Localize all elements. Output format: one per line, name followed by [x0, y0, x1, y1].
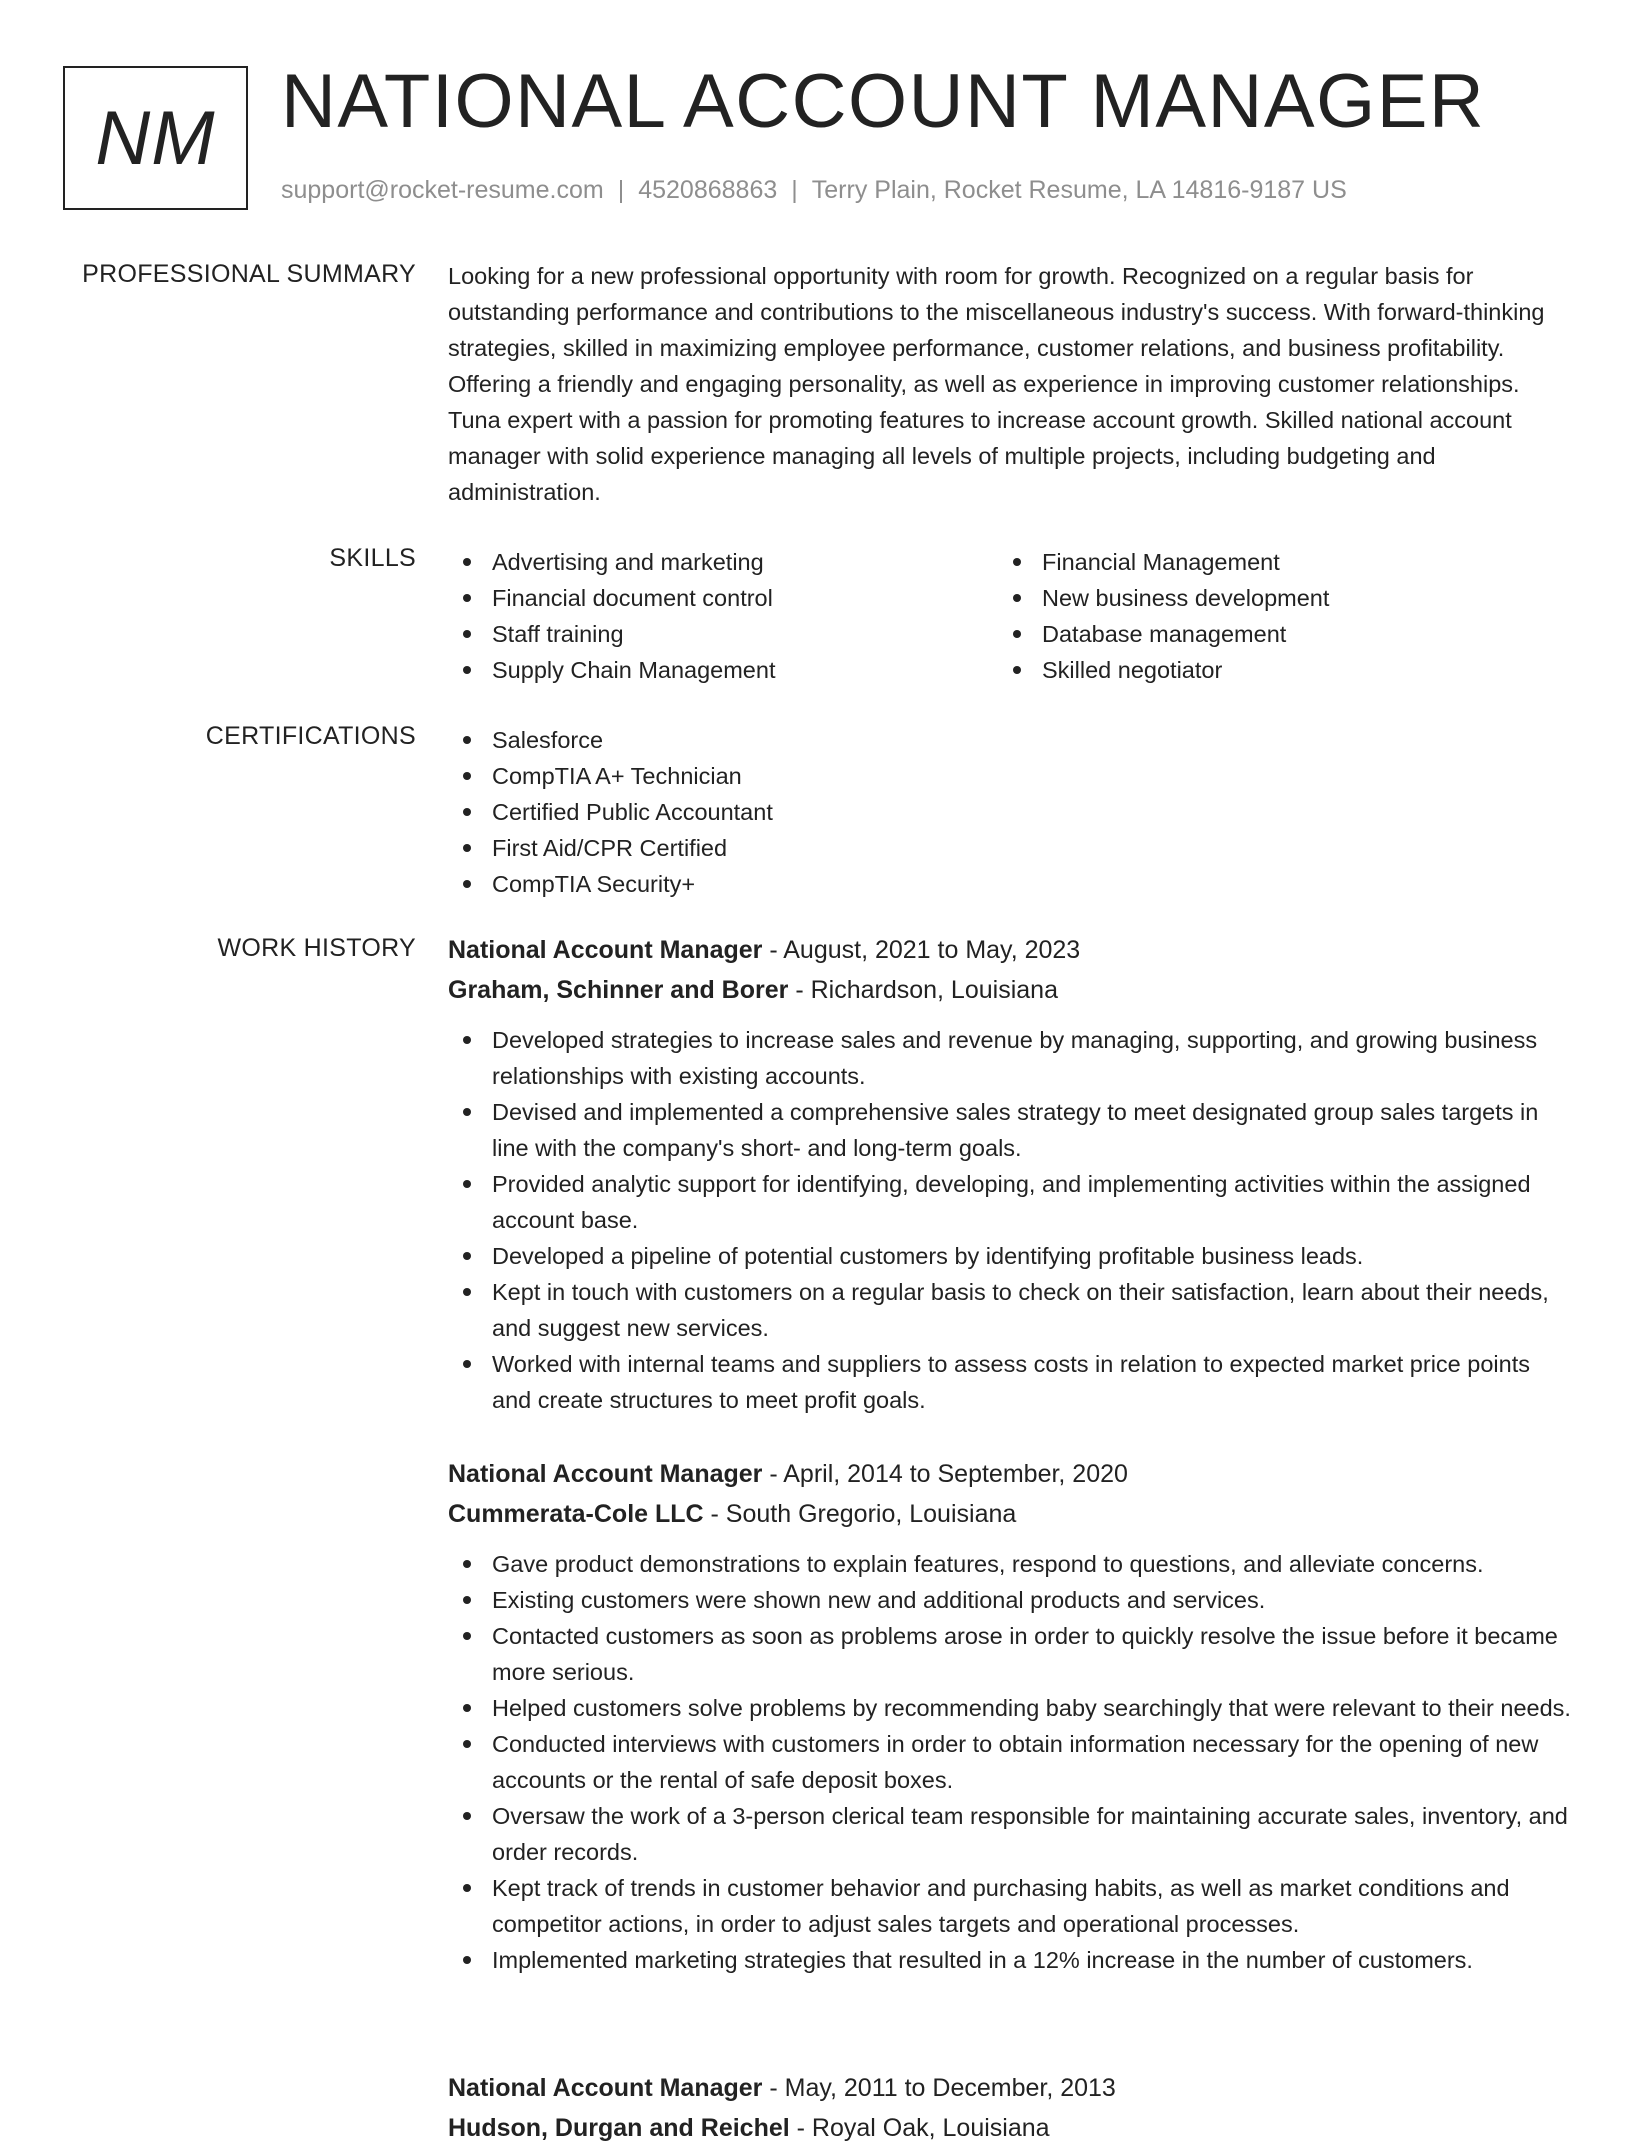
job-dates: - April, 2014 to September, 2020	[762, 1460, 1128, 1488]
job-duty: Kept in touch with customers on a regular basis to check on their satisfaction, learn about their needs, and suggest new services.	[448, 1274, 1573, 1346]
job-duty: Implemented marketing strategies that resulted in a 12% increase in the number of customers.	[448, 1942, 1573, 1978]
job-title: National Account Manager	[448, 2074, 763, 2102]
job-company: Cummerata-Cole LLC	[448, 1500, 704, 1528]
job-title: National Account Manager	[448, 1460, 763, 1488]
skill-item: New business development	[998, 580, 1548, 616]
job-duty: Conducted interviews with customers in order to obtain information necessary for the opening of new accounts or the rental of safe deposit boxes.	[448, 1726, 1573, 1798]
skill-item: Financial Management	[998, 544, 1548, 580]
contact-address: Terry Plain, Rocket Resume, LA 14816-9187 US	[811, 176, 1347, 204]
job-dates: - August, 2021 to May, 2023	[762, 936, 1081, 964]
job-duties-list	[448, 1546, 1573, 1978]
job-dates: - May, 2011 to December, 2013	[762, 2074, 1116, 2102]
job-location: - Richardson, Louisiana	[788, 976, 1058, 1004]
skills-heading: SKILLS	[329, 544, 416, 572]
skills-column-left	[448, 544, 998, 688]
job-location: - Royal Oak, Louisiana	[789, 2114, 1050, 2142]
certifications-body	[448, 722, 1573, 902]
job-company: Hudson, Durgan and Reichel	[448, 2114, 790, 2142]
contact-separator: |	[617, 176, 625, 204]
summary-heading: PROFESSIONAL SUMMARY	[82, 260, 416, 288]
skills-grid	[448, 544, 1573, 688]
certification-item: First Aid/CPR Certified	[448, 830, 1573, 866]
work-history-heading: WORK HISTORY	[217, 934, 416, 962]
job-title-line	[448, 1454, 1573, 1494]
job-duty: Worked with internal teams and suppliers to assess costs in relation to expected market price points and create structures to meet profit goals.	[448, 1346, 1573, 1418]
contact-line	[281, 176, 1347, 205]
contact-email: support@rocket-resume.com	[281, 176, 604, 204]
job-duty: Contacted customers as soon as problems arose in order to quickly resolve the issue before it became more serious.	[448, 1618, 1573, 1690]
job-entry	[448, 1454, 1573, 1978]
job-title-line	[448, 930, 1573, 970]
contact-phone: 4520868863	[638, 176, 778, 204]
job-title: National Account Manager	[448, 936, 763, 964]
job-duty: Gave product demonstrations to explain features, respond to questions, and alleviate concerns.	[448, 1546, 1573, 1582]
skill-item: Financial document control	[448, 580, 998, 616]
job-duty: Provided analytic support for identifying, developing, and implementing activities within the assigned account base.	[448, 1166, 1573, 1238]
job-duty: Kept track of trends in customer behavior and purchasing habits, as well as market conditions and competitor actions, in order to adjust sales targets and operational processes.	[448, 1870, 1573, 1942]
certification-item: CompTIA Security+	[448, 866, 1573, 902]
job-title-line	[448, 2068, 1573, 2108]
monogram-logo	[63, 66, 248, 210]
skill-item: Supply Chain Management	[448, 652, 998, 688]
job-duty: Developed strategies to increase sales and revenue by managing, supporting, and growing business relationships with existing accounts.	[448, 1022, 1573, 1094]
job-company-line	[448, 970, 1573, 1010]
job-duty: Helped customers solve problems by recommending baby searchingly that were relevant to their needs.	[448, 1690, 1573, 1726]
job-company-line	[448, 2108, 1573, 2148]
certifications-heading: CERTIFICATIONS	[205, 722, 416, 750]
summary-text: Looking for a new professional opportunity with room for growth. Recognized on a regular basis for outstanding performance and contributions to the miscellaneous industry's success. With forward-thinking strategies, skilled in maximizing employee performance, customer relations, and business profitability. Offering a friendly and engaging personality, as well as experience in improving customer relationships. Tuna expert with a passion for promoting features to increase account growth. Skilled national account manager with solid experience managing all levels of multiple projects, including budgeting and administration.	[448, 263, 1545, 505]
certification-item: CompTIA A+ Technician	[448, 758, 1573, 794]
job-entry	[448, 930, 1573, 1418]
job-duty: Oversaw the work of a 3-person clerical team responsible for maintaining accurate sales, inventory, and order records.	[448, 1798, 1573, 1870]
skill-item: Database management	[998, 616, 1548, 652]
job-duties-list	[448, 1022, 1573, 1418]
job-duty: Devised and implemented a comprehensive sales strategy to meet designated group sales targets in line with the company's short- and long-term goals.	[448, 1094, 1573, 1166]
job-location: - South Gregorio, Louisiana	[703, 1500, 1017, 1528]
resume-title: NATIONAL ACCOUNT MANAGER	[281, 59, 1486, 144]
job-duty: Developed a pipeline of potential customers by identifying profitable business leads.	[448, 1238, 1573, 1274]
skills-column-right	[998, 544, 1548, 688]
monogram-initials: NM	[95, 95, 216, 181]
certifications-list	[448, 722, 1573, 902]
certification-item: Certified Public Accountant	[448, 794, 1573, 830]
skill-item: Advertising and marketing	[448, 544, 998, 580]
skill-item: Staff training	[448, 616, 998, 652]
job-entry	[448, 2068, 1573, 2148]
job-company-line	[448, 1494, 1573, 1534]
job-duty: Existing customers were shown new and additional products and services.	[448, 1582, 1573, 1618]
contact-separator: |	[791, 176, 798, 204]
skill-item: Skilled negotiator	[998, 652, 1548, 688]
certification-item: Salesforce	[448, 722, 1573, 758]
job-company: Graham, Schinner and Borer	[448, 976, 789, 1004]
